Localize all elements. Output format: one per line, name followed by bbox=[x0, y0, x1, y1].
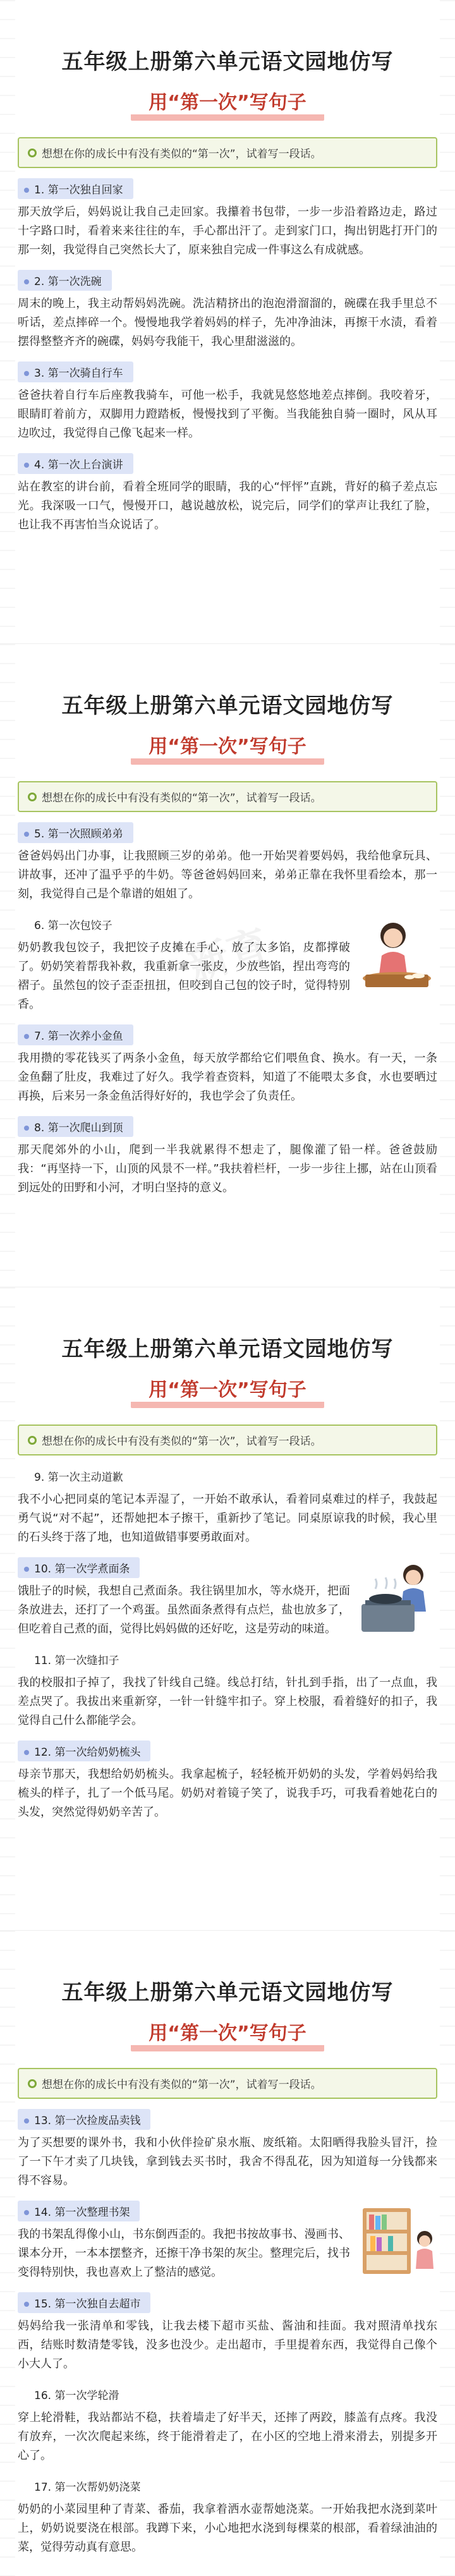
bookshelf-illustration bbox=[356, 2203, 437, 2276]
item-heading: 12. 第一次给奶奶梳头 bbox=[18, 1741, 150, 1761]
sheet-1 bbox=[0, 0, 455, 643]
item-text: 母亲节那天，我想给奶奶梳头。我拿起梳子，轻轻梳开奶奶的头发，学着妈妈给我梳头的样子，扎了一个低马尾。奶奶对着镜子笑了，说我手巧，可我看着她花白的头发，突然觉得奶奶辛苦了。 bbox=[18, 1768, 437, 1819]
sheet-subtitle: 用“第一次”写句子 bbox=[131, 1371, 324, 1408]
circle-icon bbox=[28, 149, 37, 157]
item-heading: 1. 第一次独自回家 bbox=[18, 178, 133, 199]
cooking-girl-icon bbox=[356, 916, 437, 990]
item-text: 我用攒的零花钱买了两条小金鱼，每天放学都给它们喂鱼食、换水。有一天，一条金鱼翻了肚皮，我难过了好久。我学着查资料，知道了不能喂太多食，水也要晒过再换，后来另一条金鱼活得好好的，我也学会了负责任。 bbox=[18, 1052, 437, 1103]
item-heading: 4. 第一次上台演讲 bbox=[18, 453, 133, 474]
list-item bbox=[18, 361, 437, 443]
item-heading: 8. 第一次爬山到顶 bbox=[18, 1116, 133, 1137]
item-text: 我不小心把同桌的笔记本弄湿了，一开始不敢承认，看着同桌难过的样子，我鼓起勇气说“对不起”，还帮她把本子擦干，重新抄了笔记。同桌原谅我的时候，我心里的石头终于落了地，也知道做错事要勇敢面对。 bbox=[18, 1493, 437, 1544]
list-item bbox=[18, 2109, 437, 2190]
item-heading: 11. 第一次缝扣子 bbox=[34, 1655, 119, 1667]
list-item bbox=[18, 270, 437, 351]
list-item bbox=[18, 914, 437, 1014]
item-heading: 10. 第一次学煮面条 bbox=[18, 1557, 140, 1578]
sheet-3 bbox=[0, 1287, 455, 1930]
item-text: 穿上轮滑鞋，我站都站不稳，扶着墙走了好半天，还摔了两跤，膝盖有点疼。我没有放弃，一次次爬起来练，终于能滑着走了，在小区的空地上滑来滑去，别提多开心了。 bbox=[18, 2411, 437, 2462]
cooking-illustration bbox=[356, 1560, 437, 1633]
list-item bbox=[18, 2476, 437, 2557]
item-text: 饿肚子的时候，我想自己煮面条。我往锅里加水，等水烧开，把面条放进去，还打了一个鸡蛋。虽然面条煮得有点烂，盐也放多了，但吃着自己煮的面，觉得比妈妈做的还好吃，这是劳动的味道。 bbox=[18, 1584, 350, 1636]
sheet-title: 五年级上册第六单元语文园地仿写 bbox=[61, 1980, 394, 2005]
item-heading: 2. 第一次洗碗 bbox=[18, 270, 112, 291]
sheet-subtitle: 用“第一次”写句子 bbox=[131, 84, 324, 121]
prompt-text: 想想在你的成长中有没有类似的“第一次”，试着写一段话。 bbox=[42, 148, 322, 161]
writing-prompt bbox=[18, 2068, 437, 2099]
sheet-subtitle: 用“第一次”写句子 bbox=[131, 2015, 324, 2051]
item-heading: 14. 第一次整理书架 bbox=[18, 2201, 140, 2221]
list-item bbox=[18, 178, 437, 260]
sheet-title: 五年级上册第六单元语文园地仿写 bbox=[61, 1337, 394, 1362]
writing-prompt bbox=[18, 1425, 437, 1455]
prompt-text: 想想在你的成长中有没有类似的“第一次”，试着写一段话。 bbox=[42, 1435, 322, 1448]
item-text: 妈妈给我一张清单和零钱，让我去楼下超市买盐、酱油和挂面。我对照清单找东西，结账时数清楚零钱，没多也没少。走出超市，手里提着东西，我觉得自己像个小大人了。 bbox=[18, 2319, 437, 2371]
watermark: 新育 bbox=[183, 921, 275, 991]
prompt-text: 想想在你的成长中有没有类似的“第一次”，试着写一段话。 bbox=[42, 2079, 322, 2091]
item-heading: 17. 第一次帮奶奶浇菜 bbox=[34, 2481, 141, 2494]
item-text: 奶奶的小菜园里种了青菜、番茄，我拿着洒水壶帮她浇菜。一开始我把水浇到菜叶上，奶奶说要浇在根部。我蹲下来，小心地把水浇到每棵菜的根部，看着绿油油的菜，觉得劳动真有意思。 bbox=[18, 2503, 437, 2554]
prompt-text: 想想在你的成长中有没有类似的“第一次”，试着写一段话。 bbox=[42, 792, 322, 805]
item-heading: 7. 第一次养小金鱼 bbox=[18, 1024, 133, 1045]
list-item bbox=[18, 1557, 437, 1639]
list-item bbox=[18, 453, 437, 535]
list-item bbox=[18, 1649, 437, 1730]
list-item bbox=[18, 1024, 437, 1106]
sheet-4 bbox=[0, 1930, 455, 2576]
list-item bbox=[18, 822, 437, 904]
item-heading: 6. 第一次包饺子 bbox=[34, 920, 112, 932]
item-text: 我的校服扣子掉了，我找了针线自己缝。线总打结，针扎到手指，出了一点血，我差点哭了。我拔出来重新穿，一针一针缝牢扣子。穿上校服，看着缝好的扣子，我觉得自己什么都能学会。 bbox=[18, 1676, 437, 1727]
list-item bbox=[18, 1741, 437, 1822]
item-heading: 3. 第一次骑自行车 bbox=[18, 361, 133, 382]
list-item bbox=[18, 2384, 437, 2465]
item-text: 爸爸妈妈出门办事，让我照顾三岁的弟弟。他一开始哭着要妈妈，我给他拿玩具、讲故事，还冲了温乎乎的牛奶。等爸爸妈妈回来，弟弟正靠在我怀里看绘本，那一刻，我觉得自己是个靠谱的姐姐了。 bbox=[18, 849, 437, 901]
stove-boy-icon bbox=[356, 1560, 437, 1633]
list-item bbox=[18, 2201, 437, 2282]
writing-prompt bbox=[18, 137, 437, 168]
list-item bbox=[18, 1116, 437, 1198]
circle-icon bbox=[28, 1436, 37, 1445]
sheet-subtitle: 用“第一次”写句子 bbox=[131, 728, 324, 765]
circle-icon bbox=[28, 793, 37, 801]
item-heading: 16. 第一次学轮滑 bbox=[34, 2390, 119, 2402]
sheet-2 bbox=[0, 643, 455, 1287]
item-text: 为了买想要的课外书，我和小伙伴捡矿泉水瓶、废纸箱。太阳晒得我脸头冒汗，捡了一下午才卖了几块钱，拿到钱去买书时，我舍不得乱花，因为知道每一分钱都来得不容易。 bbox=[18, 2136, 437, 2187]
item-heading: 13. 第一次捡废品卖钱 bbox=[18, 2109, 150, 2130]
item-text: 奶奶教我包饺子，我把饺子皮摊在手心，放了太多馅，皮都撑破了。奶奶笑着帮我补救，我重新拿一张皮，少放些馅，捏出弯弯的褶子。虽然包的饺子歪歪扭扭，但咬到自己包的饺子时，觉得特别香。 bbox=[18, 941, 350, 1011]
list-item bbox=[18, 1466, 437, 1547]
dumpling-illustration bbox=[356, 916, 437, 990]
item-text: 站在教室的讲台前，看着全班同学的眼睛，我的心“怦怦”直跳，背好的稿子差点忘光。我深吸一口气，慢慢开口，越说越放松，说完后，同学们的掌声让我红了脸，也让我不再害怕当众说话了。 bbox=[18, 480, 437, 532]
item-heading: 9. 第一次主动道歉 bbox=[34, 1471, 123, 1484]
item-text: 周末的晚上，我主动帮妈妈洗碗。洗洁精挤出的泡泡滑溜溜的，碗碟在我手里总不听话，差点摔碎一个。慢慢地我学着妈妈的样子，先冲净油沫，再擦干水渍，看着摆得整整齐齐的碗碟，妈妈夸我能干，我心里甜滋滋的。 bbox=[18, 297, 437, 348]
item-text: 那天放学后，妈妈说让我自己走回家。我攥着书包带，一步一步沿着路边走，路过十字路口时，看着来来往往的车，手心都出汗了。走到家门口，掏出钥匙打开门的那一刻，我觉得自己突然长大了，原来独自完成一件事这么有成就感。 bbox=[18, 205, 437, 257]
writing-prompt bbox=[18, 781, 437, 812]
item-heading: 5. 第一次照顾弟弟 bbox=[18, 822, 133, 843]
sheet-title: 五年级上册第六单元语文园地仿写 bbox=[61, 49, 394, 75]
item-text: 我的书架乱得像小山，书东倒西歪的。我把书按故事书、漫画书、课本分开，一本本摆整齐，还擦干净书架的灰尘。整理完后，找书变得特别快，我也喜欢上了整洁的感觉。 bbox=[18, 2228, 350, 2279]
bookshelf-icon bbox=[356, 2203, 437, 2276]
sheet-title: 五年级上册第六单元语文园地仿写 bbox=[61, 693, 394, 719]
list-item bbox=[18, 2292, 437, 2374]
item-text: 那天爬郊外的小山，爬到一半我就累得不想走了，腿像灌了铅一样。爸爸鼓励我：“再坚持一下，山顶的风景不一样。”我扶着栏杆，一步一步往上挪，站在山顶看到远处的田野和小河，才明白坚持的意义。 bbox=[18, 1143, 437, 1194]
item-text: 爸爸扶着自行车后座教我骑车，可他一松手，我就晃悠悠地差点摔倒。我咬着牙，眼睛盯着前方，双脚用力蹬踏板，慢慢找到了平衡。当我能独自骑一圈时，风从耳边吹过，我觉得自己像飞起来一样。 bbox=[18, 389, 437, 440]
circle-icon bbox=[28, 2079, 37, 2088]
item-heading: 15. 第一次独自去超市 bbox=[18, 2292, 150, 2313]
